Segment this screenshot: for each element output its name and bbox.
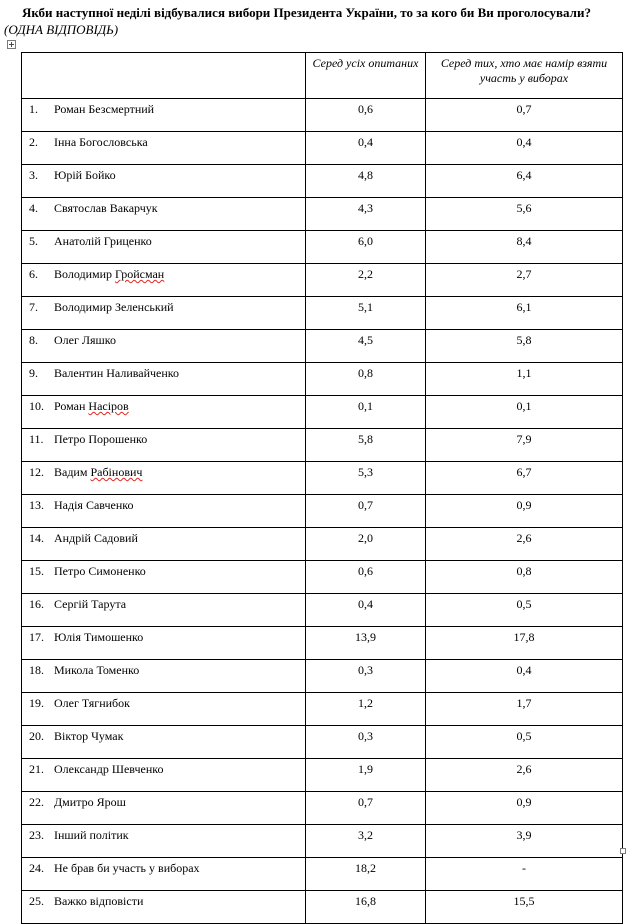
candidate-surname-misspelled: Насіров xyxy=(88,399,129,413)
value-all-respondents: 0,7 xyxy=(306,792,426,825)
value-all-respondents: 13,9 xyxy=(306,627,426,660)
row-number: 15. xyxy=(29,564,44,578)
row-number: 1. xyxy=(29,102,38,116)
value-all-respondents: 0,1 xyxy=(306,396,426,429)
row-number: 16. xyxy=(29,597,44,611)
table-move-handle-icon[interactable] xyxy=(7,40,16,49)
candidate-name-cell xyxy=(22,528,306,561)
candidate-name-cell xyxy=(22,726,306,759)
candidate-name-cell xyxy=(22,759,306,792)
table-row xyxy=(22,792,623,825)
row-number: 11. xyxy=(29,432,44,446)
candidate-name: Володимир Зеленський xyxy=(54,300,174,314)
value-likely-voters: 1,1 xyxy=(426,363,623,396)
candidate-name-cell xyxy=(22,594,306,627)
candidate-name: Інший політик xyxy=(54,828,129,842)
row-number: 6. xyxy=(29,267,38,281)
table-row xyxy=(22,198,623,231)
candidate-name: Петро Симоненко xyxy=(54,564,146,578)
value-likely-voters: 5,8 xyxy=(426,330,623,363)
candidate-name-cell xyxy=(22,858,306,891)
value-likely-voters: 3,9 xyxy=(426,825,623,858)
table-row xyxy=(22,132,623,165)
value-all-respondents: 0,6 xyxy=(306,561,426,594)
candidate-name-cell xyxy=(22,660,306,693)
value-likely-voters: 8,4 xyxy=(426,231,623,264)
candidate-name: Анатолій Гриценко xyxy=(54,234,152,248)
candidate-name-cell xyxy=(22,99,306,132)
candidate-name: Петро Порошенко xyxy=(54,432,148,446)
table-row xyxy=(22,165,623,198)
candidate-name: Юрій Бойко xyxy=(54,168,116,182)
candidate-name: Надія Савченко xyxy=(54,498,134,512)
header-empty-cell xyxy=(22,53,306,99)
table-row xyxy=(22,462,623,495)
candidate-name: Святослав Вакарчук xyxy=(54,201,158,215)
value-likely-voters: 0,5 xyxy=(426,594,623,627)
value-likely-voters: 0,4 xyxy=(426,132,623,165)
candidate-name: Вадим xyxy=(54,465,91,479)
value-all-respondents: 3,2 xyxy=(306,825,426,858)
table-row xyxy=(22,264,623,297)
row-number: 13. xyxy=(29,498,44,512)
value-all-respondents: 4,8 xyxy=(306,165,426,198)
value-likely-voters: 0,4 xyxy=(426,660,623,693)
candidate-name-cell xyxy=(22,165,306,198)
row-number: 3. xyxy=(29,168,38,182)
value-all-respondents: 0,6 xyxy=(306,99,426,132)
table-row xyxy=(22,891,623,924)
row-number: 10. xyxy=(29,399,44,413)
candidate-name: Інна Богословська xyxy=(54,135,148,149)
value-likely-voters: 2,6 xyxy=(426,528,623,561)
value-likely-voters: 1,7 xyxy=(426,693,623,726)
value-all-respondents: 5,8 xyxy=(306,429,426,462)
value-likely-voters: 6,7 xyxy=(426,462,623,495)
table-row xyxy=(22,759,623,792)
value-likely-voters: 7,9 xyxy=(426,429,623,462)
value-all-respondents: 0,4 xyxy=(306,594,426,627)
value-all-respondents: 0,4 xyxy=(306,132,426,165)
value-likely-voters: 2,7 xyxy=(426,264,623,297)
row-number: 25. xyxy=(29,894,44,908)
candidate-name: Не брав би участь у виборах xyxy=(54,861,200,875)
candidate-name-cell xyxy=(22,891,306,924)
row-number: 24. xyxy=(29,861,44,875)
row-number: 14. xyxy=(29,531,44,545)
table-row xyxy=(22,561,623,594)
table-row xyxy=(22,594,623,627)
row-number: 20. xyxy=(29,729,44,743)
row-number: 22. xyxy=(29,795,44,809)
candidate-name-cell xyxy=(22,693,306,726)
value-likely-voters: 6,1 xyxy=(426,297,623,330)
candidate-name-cell xyxy=(22,396,306,429)
candidate-name-cell xyxy=(22,363,306,396)
candidate-name-cell xyxy=(22,495,306,528)
candidate-name: Сергій Тарута xyxy=(54,597,127,611)
candidate-name-cell xyxy=(22,792,306,825)
candidate-name-cell xyxy=(22,561,306,594)
candidate-name-cell xyxy=(22,429,306,462)
candidate-name: Олександр Шевченко xyxy=(54,762,164,776)
candidate-name-cell xyxy=(22,330,306,363)
value-all-respondents: 0,7 xyxy=(306,495,426,528)
candidate-name-cell xyxy=(22,198,306,231)
value-all-respondents: 0,3 xyxy=(306,660,426,693)
candidate-name: Андрій Садовий xyxy=(54,531,138,545)
row-number: 12. xyxy=(29,465,44,479)
value-likely-voters: 2,6 xyxy=(426,759,623,792)
candidate-name-cell xyxy=(22,462,306,495)
row-number: 8. xyxy=(29,333,38,347)
header-likely-voters: Серед тих, хто має намір взяти участь у виборах xyxy=(426,53,623,99)
value-likely-voters: 0,9 xyxy=(426,792,623,825)
table-row xyxy=(22,429,623,462)
value-likely-voters: 0,7 xyxy=(426,99,623,132)
row-number: 2. xyxy=(29,135,38,149)
value-all-respondents: 6,0 xyxy=(306,231,426,264)
row-number: 4. xyxy=(29,201,38,215)
value-likely-voters: 17,8 xyxy=(426,627,623,660)
candidate-surname-misspelled: Гройсман xyxy=(115,267,165,281)
value-all-respondents: 5,1 xyxy=(306,297,426,330)
candidate-name: Дмитро Ярош xyxy=(54,795,126,809)
candidate-name-cell xyxy=(22,627,306,660)
row-number: 17. xyxy=(29,630,44,644)
value-likely-voters: - xyxy=(426,858,623,891)
value-all-respondents: 1,9 xyxy=(306,759,426,792)
value-all-respondents: 16,8 xyxy=(306,891,426,924)
value-likely-voters: 6,4 xyxy=(426,165,623,198)
value-all-respondents: 4,5 xyxy=(306,330,426,363)
table-row xyxy=(22,99,623,132)
candidate-name: Олег Тягнибок xyxy=(54,696,130,710)
candidate-name: Микола Томенко xyxy=(54,663,140,677)
answer-note: (ОДНА ВІДПОВІДЬ) xyxy=(4,22,119,37)
results-table xyxy=(21,52,623,924)
table-row xyxy=(22,693,623,726)
row-number: 7. xyxy=(29,300,38,314)
table-row xyxy=(22,396,623,429)
value-all-respondents: 2,2 xyxy=(306,264,426,297)
table-resize-handle[interactable] xyxy=(620,848,626,854)
table-row xyxy=(22,528,623,561)
table-row xyxy=(22,627,623,660)
value-all-respondents: 5,3 xyxy=(306,462,426,495)
question-heading: Якби наступної неділі відбувалися вибори Президента України, то за кого би Ви проголосували? xyxy=(22,5,591,20)
row-number: 18. xyxy=(29,663,44,677)
candidate-name: Валентин Наливайченко xyxy=(54,366,180,380)
candidate-name: Важко відповісти xyxy=(54,894,144,908)
candidate-name-cell xyxy=(22,132,306,165)
value-all-respondents: 18,2 xyxy=(306,858,426,891)
row-number: 9. xyxy=(29,366,38,380)
candidate-name: Олег Ляшко xyxy=(54,333,117,347)
table-row xyxy=(22,231,623,264)
candidate-name-cell xyxy=(22,825,306,858)
candidate-name: Роман Безсмертний xyxy=(54,102,155,116)
row-number: 19. xyxy=(29,696,44,710)
candidate-name-cell xyxy=(22,264,306,297)
header-all-respondents: Серед усіх опитаних xyxy=(306,53,426,99)
candidate-surname-misspelled: Рабінович xyxy=(90,465,143,479)
value-likely-voters: 0,9 xyxy=(426,495,623,528)
value-likely-voters: 0,8 xyxy=(426,561,623,594)
row-number: 23. xyxy=(29,828,44,842)
table-row xyxy=(22,726,623,759)
row-number: 21. xyxy=(29,762,44,776)
value-all-respondents: 0,8 xyxy=(306,363,426,396)
value-all-respondents: 2,0 xyxy=(306,528,426,561)
candidate-name-cell xyxy=(22,297,306,330)
table-row xyxy=(22,858,623,891)
value-all-respondents: 0,3 xyxy=(306,726,426,759)
value-all-respondents: 1,2 xyxy=(306,693,426,726)
table-row xyxy=(22,495,623,528)
table-row xyxy=(22,363,623,396)
candidate-name: Юлія Тимошенко xyxy=(54,630,144,644)
value-all-respondents: 4,3 xyxy=(306,198,426,231)
candidate-name: Роман xyxy=(54,399,89,413)
value-likely-voters: 5,6 xyxy=(426,198,623,231)
candidate-name: Володимир xyxy=(54,267,116,281)
table-row xyxy=(22,825,623,858)
value-likely-voters: 0,5 xyxy=(426,726,623,759)
value-likely-voters: 15,5 xyxy=(426,891,623,924)
value-likely-voters: 0,1 xyxy=(426,396,623,429)
row-number: 5. xyxy=(29,234,38,248)
candidate-name: Віктор Чумак xyxy=(54,729,124,743)
table-header-row xyxy=(22,53,623,99)
table-row xyxy=(22,330,623,363)
candidate-name-cell xyxy=(22,231,306,264)
table-row xyxy=(22,297,623,330)
table-row xyxy=(22,660,623,693)
